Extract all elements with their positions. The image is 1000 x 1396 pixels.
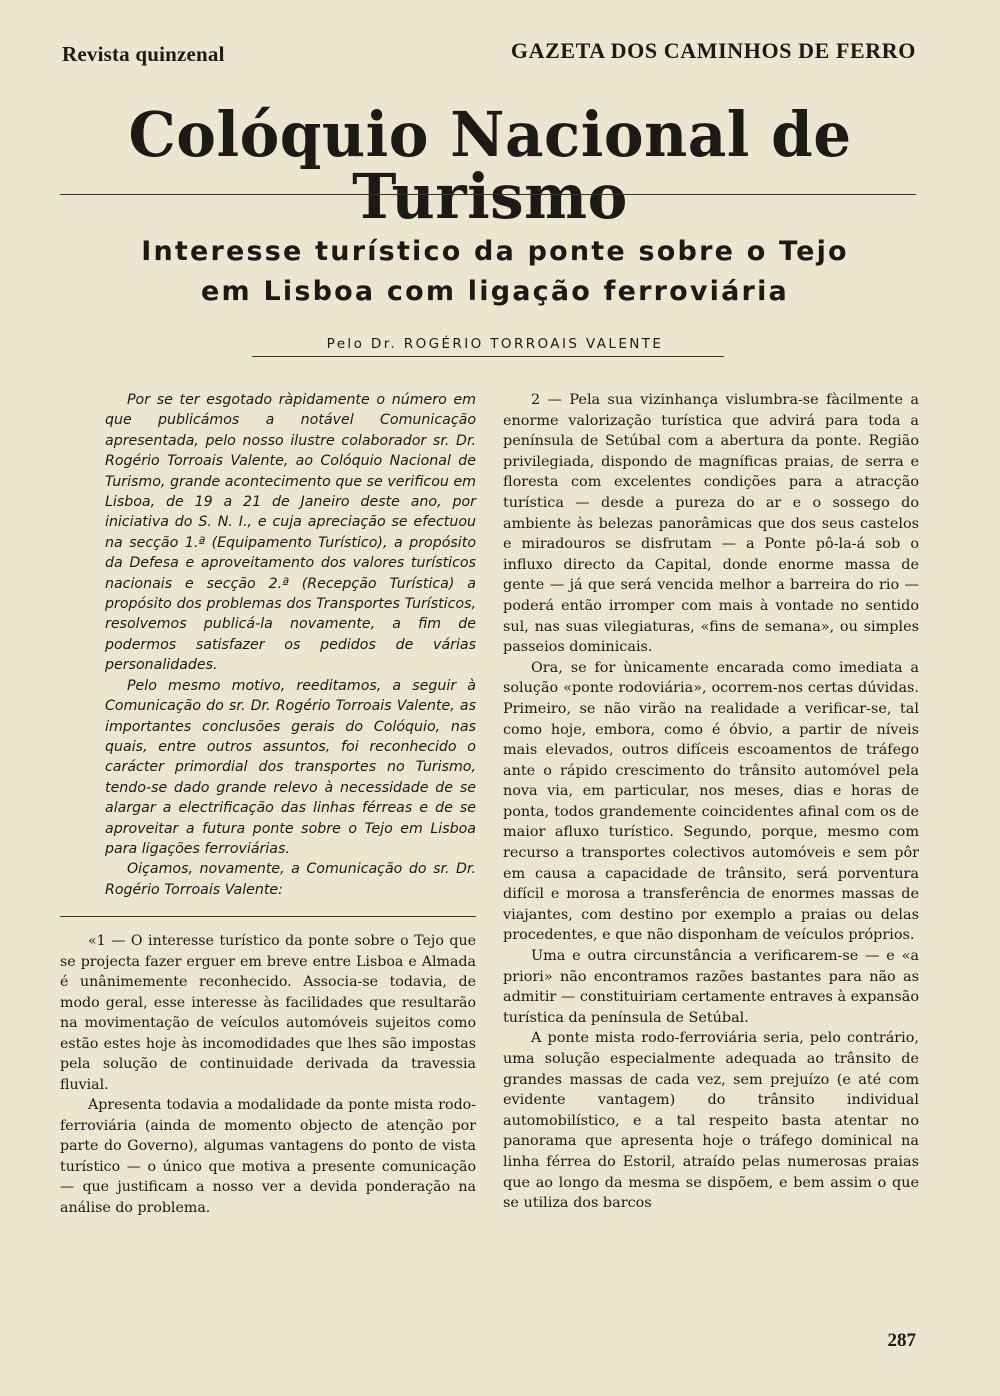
subtitle-line-2: em Lisboa com ligação ferroviária	[201, 276, 789, 307]
intro-paragraph: Oiçamos, novamente, a Comunicação do sr. Dr. Rogério Torroais Valente:	[105, 861, 476, 898]
intro-paragraph: Pelo mesmo motivo, reeditamos, a seguir à Comunicação do sr. Dr. Rogério Torroais Valente, as importantes conclusões gerais do Colóquio, nas quais, entre outros assuntos, foi reconhecido o carácter primordial dos transportes no Turismo, tendo-se dado grande relevo à necessidade de se alargar a electrificação das linhas férreas e de se aproveitar a futura ponte sobre o Tejo em Lisboa para ligações ferroviárias.	[105, 677, 476, 857]
article-subtitle	[100, 232, 890, 312]
body-paragraph: A ponte mista rodo-ferroviária seria, pelo contrário, uma solução especialmente adequada ao trânsito de grandes massas de cada vez, sem prejuízo (e até com evidente vantagem) do trânsito individual automobilístico, e a tal respeito basta atentar no panorama que apresenta hoje o tráfego dominical na linha férrea do Estoril, atraído pelas numerosas praias que ao longo da mesma se dispõem, e bem assim o que se utiliza dos barcos	[503, 1030, 919, 1212]
body-paragraph: 2 — Pela sua vizinhança vislumbra-se fàcilmente a enorme valorização turística que advirá para toda a península de Setúbal com a abertura da ponte. Região privilegiada, dispondo de magníficas praias, de serra e floresta com excelentes condições para a atracção turística — desde a pureza do ar e o sossego do ambiente às belezas panorâmicas que dos seus castelos e miradouros se disfrutam — a Ponte pô-la-á sob o influxo directo da Capital, donde enorme massa de gente — já que será vencida melhor a barreira do rio — poderá então irromper com mais à vontade no sentido sul, nas suas vilegiaturas, «fins de semana», ou simples passeios dominicais.	[503, 392, 919, 656]
byline-underline	[252, 356, 724, 357]
right-body-text	[503, 390, 919, 1214]
author-byline: Pelo Dr. ROGÉRIO TORROAIS VALENTE	[326, 336, 664, 352]
title-divider	[60, 194, 916, 195]
left-body-text	[60, 931, 476, 1218]
intro-paragraph: Por se ter esgotado ràpidamente o número em que publicámos a notável Comunicação apresentada, pelo nosso ilustre colaborador sr. Dr. Rogério Torroais Valente, ao Colóquio Nacional de Turismo, grande acontecimento que se verificou em Lisboa, de 19 a 21 de Janeiro deste ano, por iniciativa do S. N. I., e cuja apreciação se efectuou na secção 1.ª (Equipamento Turístico), a propósito da Defesa e aproveitamento dos valores turísticos nacionais e secção 2.ª (Recepção Turística) a propósito dos problemas dos Transportes Turísticos, resolvemos publicá-la novamente, a fim de podermos satisfazer os pedidos de várias personalidades.	[105, 392, 476, 674]
journal-name: GAZETA DOS CAMINHOS DE FERRO	[510, 38, 916, 63]
body-paragraph: Ora, se for ùnicamente encarada como imediata a solução «ponte rodoviária», ocorrem-nos certas dúvidas. Primeiro, se não virão na realidade a verificar-se, tal como hoje, embora, como é óbvio, a partir de níveis mais elevados, outros difíceis escoamentos de tráfego ante o rápido crescimento do trânsito automóvel pela nova via, em particular, nos meses, dias e horas de ponta, todos grandemente coincidentes afinal com os de maior afluxo turístico. Segundo, porque, mesmo com recurso a transportes colectivos automóveis e sem pôr em causa a capacidade de trânsito, será porventura difícil e morosa a transferência de enormes massas de viajantes, com destino por exemplo a praias ou delas procedentes, e que não disponham de veículos próprios.	[503, 659, 919, 944]
editorial-intro	[60, 390, 476, 900]
body-paragraph: «1 — O interesse turístico da ponte sobre o Tejo que se projecta fazer erguer em breve entre Lisboa e Almada é unânimemente reconhecido. Associa-se todavia, de modo geral, esse interesse às facilidades que resultarão na movimentação de veículos automóveis sujeitos como estão estes hoje às incomodidades que lhes são impostas pela solução de continuidade derivada da travessia fluvial.	[60, 933, 476, 1093]
intro-divider	[60, 916, 476, 917]
subtitle-line-1: Interesse turístico da ponte sobre o Tejo	[141, 236, 849, 267]
right-column	[503, 390, 919, 1214]
article-title: Colóquio Nacional de Turismo	[128, 98, 852, 233]
body-paragraph: Uma e outra circunstância a verificarem-se — e «a priori» não encontramos razões bastantes para não as admitir — constituiriam certamente entraves à expansão turística da península de Setúbal.	[503, 948, 919, 1026]
page-number: 287	[887, 1330, 916, 1351]
left-column	[60, 390, 476, 1218]
body-paragraph: Apresenta todavia a modalidade da ponte mista rodo-ferroviária (ainda de momento objecto de atenção por parte do Governo), algumas vantagens do ponto de vista turístico — o único que motiva a presente comunicação — que justificam a nosso ver a devida ponderação na análise do problema.	[60, 1097, 476, 1216]
publication-frequency: Revista quinzenal	[62, 42, 225, 66]
